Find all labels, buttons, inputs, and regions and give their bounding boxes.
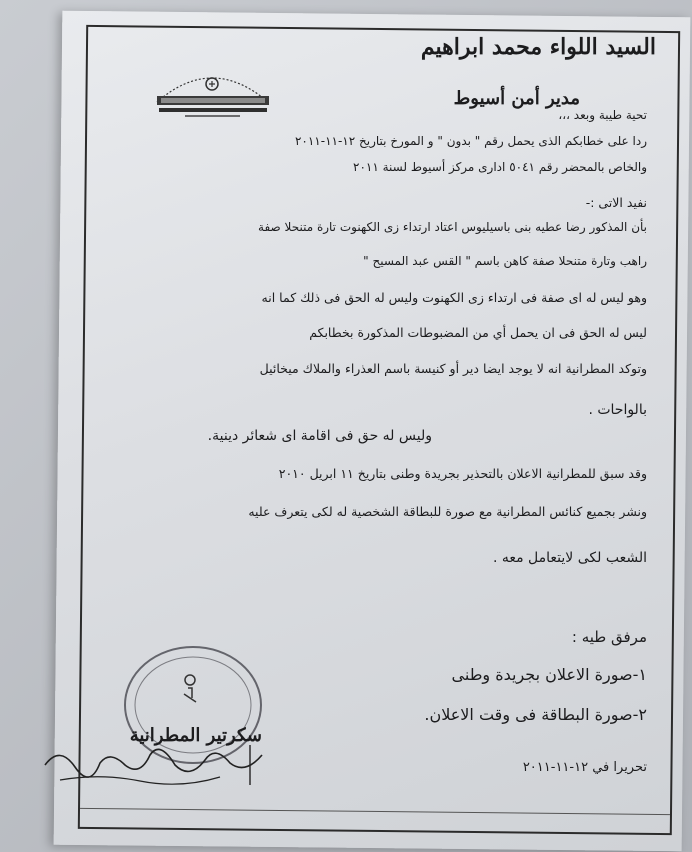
attachment-item-2: ٢-صورة البطاقة فى وقت الاعلان. (424, 705, 647, 724)
body-line-5: راهب وتارة متنحلا صفة كاهن باسم " القس عبد المسيح " (363, 254, 647, 268)
recipient-title: مدير أمن أسيوط (453, 88, 580, 109)
body-line-6: وهو ليس له اى صفة فى ارتداء زى الكهنوت وليس له الحق فى ذلك كما انه (261, 290, 647, 305)
attachment-item-1: ١-صورة الاعلان بجريدة وطنى (451, 665, 647, 684)
body-line-12: ونشر بجميع كنائس المطرانية مع صورة للبطاقة الشخصية له لكى يتعرف عليه (248, 504, 647, 519)
bottom-rule (80, 808, 670, 815)
body-line-7: ليس له الحق فى ان يحمل أي من المضبوطات المذكورة بخطابكم (309, 325, 647, 340)
body-line-13: الشعب لكى لايتعامل معه . (492, 550, 647, 566)
body-line-2: والخاص بالمحضر رقم ٥٠٤١ ادارى مركز أسيوط لسنة ٢٠١١ (353, 160, 647, 174)
attachments-heading: مرفق طيه : (571, 628, 647, 646)
body-line-11: وقد سبق للمطرانية الاعلان بالتحذير بجريدة وطنى بتاريخ ١١ ابريل ٢٠١٠ (278, 466, 647, 481)
date-line: تحريرا في ١٢-١١-٢٠١١ (522, 760, 647, 775)
greeting: تحية طيبة وبعد ،،، (558, 108, 647, 122)
recipient-name: السيد اللواء محمد ابراهيم (420, 34, 656, 60)
signatory-title: سكرتير المطرانية (129, 725, 262, 746)
body-line-10: وليس له حق فى اقامة اى شعائر دينية. (207, 428, 432, 444)
body-line-4: بأن المذكور رضا عطيه بنى باسيليوس اعتاد ارتداء زى الكهنوت تارة متنحلا صفة (258, 220, 647, 234)
body-line-1: ردا على خطابكم الذى يحمل رقم " بدون " و المورخ بتاريخ ١٢-١١-٢٠١١ (294, 134, 647, 148)
body-line-9: بالواحات . (588, 402, 647, 418)
letterhead-emblem (145, 62, 280, 124)
body-line-8: وتوكد المطرانية انه لا يوجد ايضا دير أو كنيسة باسم العذراء والملاك ميخائيل (259, 361, 647, 376)
body-line-3: نفيد الاتى :- (585, 195, 647, 210)
